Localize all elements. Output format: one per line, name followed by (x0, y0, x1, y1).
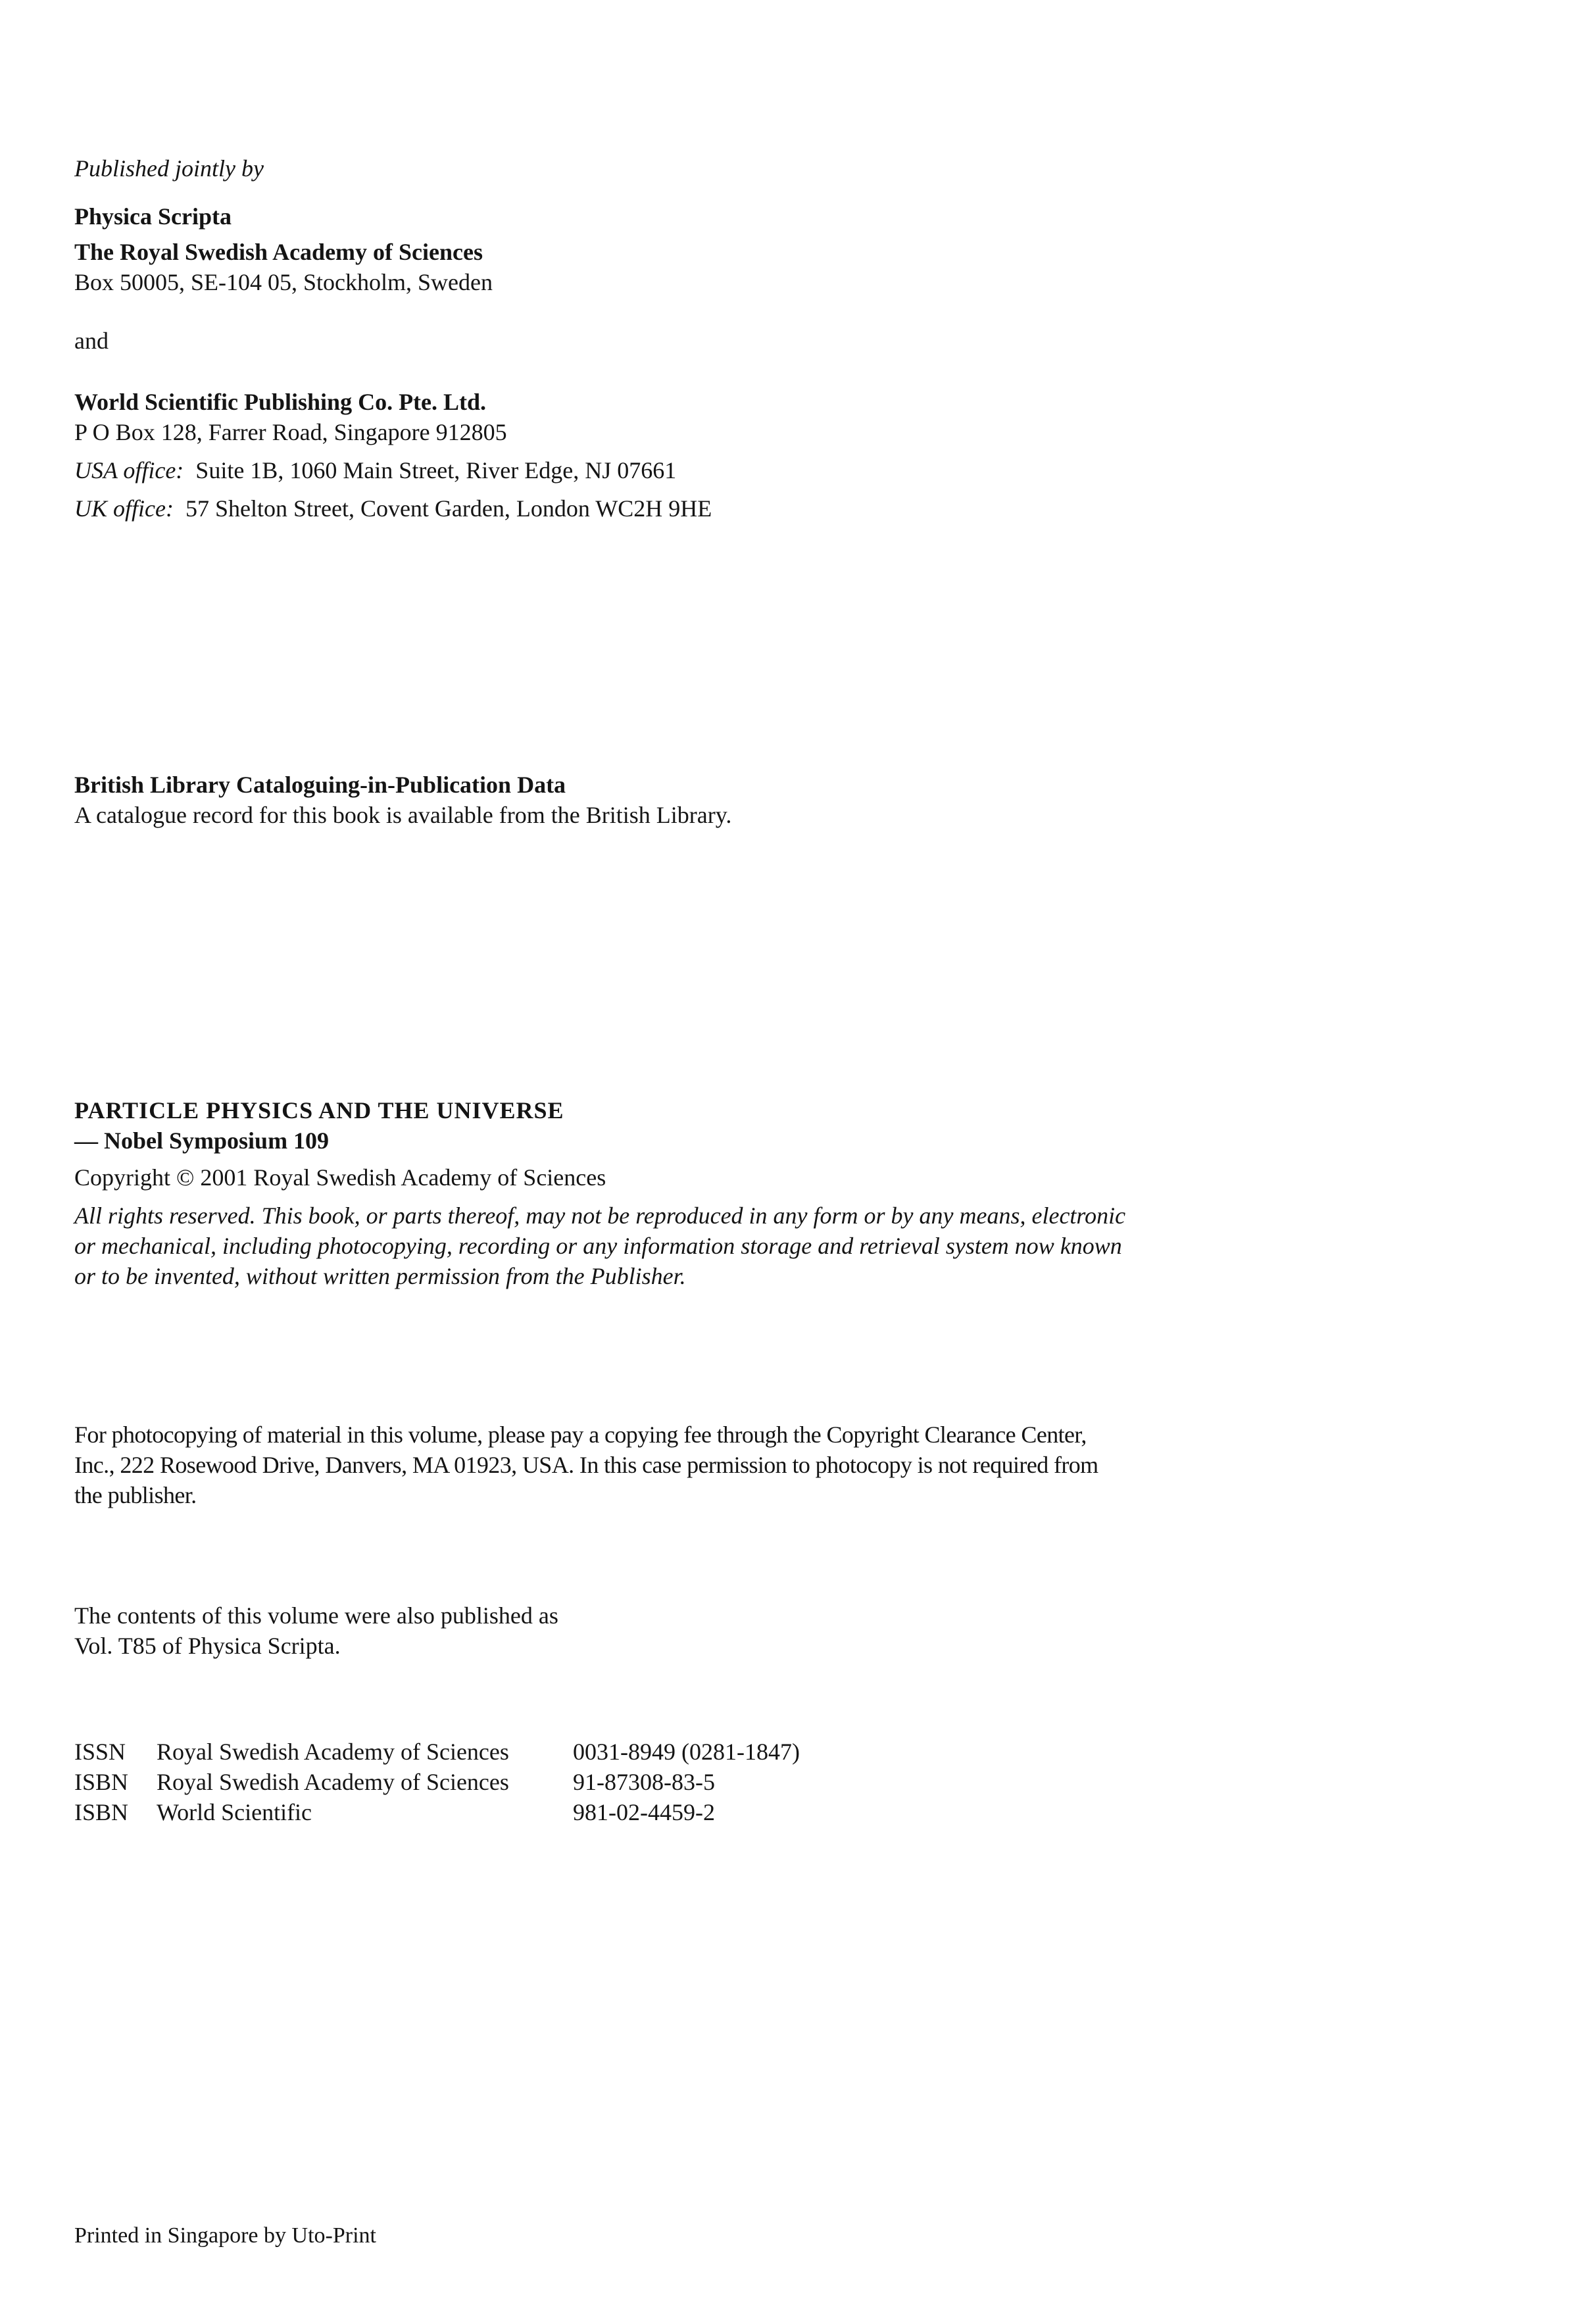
book-subtitle: — Nobel Symposium 109 (74, 1127, 330, 1154)
book-title: PARTICLE PHYSICS AND THE UNIVERSE (74, 1097, 564, 1124)
photocopy-line: the publisher. (74, 1482, 197, 1508)
publisher-world-scientific: World Scientific Publishing Co. Pte. Ltd. (74, 389, 487, 415)
identifier-publisher: Royal Swedish Academy of Sciences (157, 1739, 509, 1765)
rights-notice (74, 1200, 1125, 1291)
also-published-line: Vol. T85 of Physica Scripta. (74, 1633, 341, 1659)
publisher-physica-scripta: Physica Scripta (74, 203, 232, 230)
publisher-royal-swedish-academy: The Royal Swedish Academy of Sciences (74, 239, 483, 265)
photocopy-notice (74, 1420, 1098, 1510)
identifier-number: 981-02-4459-2 (573, 1799, 715, 1825)
also-published-line: The contents of this volume were also published as (74, 1602, 558, 1629)
published-jointly-label: Published jointly by (74, 155, 264, 182)
identifier-publisher: World Scientific (157, 1799, 312, 1825)
identifier-table (74, 1737, 800, 1827)
identifier-publisher: Royal Swedish Academy of Sciences (157, 1769, 509, 1795)
identifier-row (74, 1767, 800, 1797)
and-joiner: and (74, 328, 109, 354)
cip-text: A catalogue record for this book is available from the British Library. (74, 802, 732, 828)
identifier-type: ISBN (74, 1799, 129, 1825)
uk-office-address: 57 Shelton Street, Covent Garden, London WC2H 9HE (185, 495, 712, 522)
usa-office (74, 455, 676, 485)
identifier-type: ISSN (74, 1739, 126, 1765)
rights-line: or to be invented, without written permission from the Publisher. (74, 1263, 686, 1289)
rights-line: or mechanical, including photocopying, recording or any information storage and retrieval system now known (74, 1233, 1122, 1259)
copyright-line: Copyright © 2001 Royal Swedish Academy of Sciences (74, 1164, 606, 1191)
academy-address: Box 50005, SE-104 05, Stockholm, Sweden (74, 269, 493, 295)
photocopy-line: For photocopying of material in this volume, please pay a copying fee through the Copyright Clearance Center, (74, 1422, 1087, 1448)
rights-line: All rights reserved. This book, or parts thereof, may not be reproduced in any form or by any means, electronic (74, 1202, 1126, 1229)
printer-line: Printed in Singapore by Uto-Print (74, 2223, 376, 2248)
cip-heading: British Library Cataloguing-in-Publication Data (74, 772, 566, 798)
identifier-type: ISBN (74, 1769, 129, 1795)
also-published-notice (74, 1600, 558, 1661)
uk-office (74, 493, 712, 524)
uk-office-label: UK office: (74, 495, 174, 522)
usa-office-address: Suite 1B, 1060 Main Street, River Edge, NJ 07661 (195, 457, 677, 483)
photocopy-line: Inc., 222 Rosewood Drive, Danvers, MA 01923, USA. In this case permission to photocopy is not required from (74, 1452, 1098, 1478)
world-scientific-address: P O Box 128, Farrer Road, Singapore 912805 (74, 419, 507, 445)
identifier-row (74, 1737, 800, 1767)
usa-office-label: USA office: (74, 457, 184, 483)
identifier-number: 0031-8949 (0281-1847) (573, 1739, 800, 1765)
identifier-row (74, 1797, 800, 1827)
identifier-number: 91-87308-83-5 (573, 1769, 715, 1795)
